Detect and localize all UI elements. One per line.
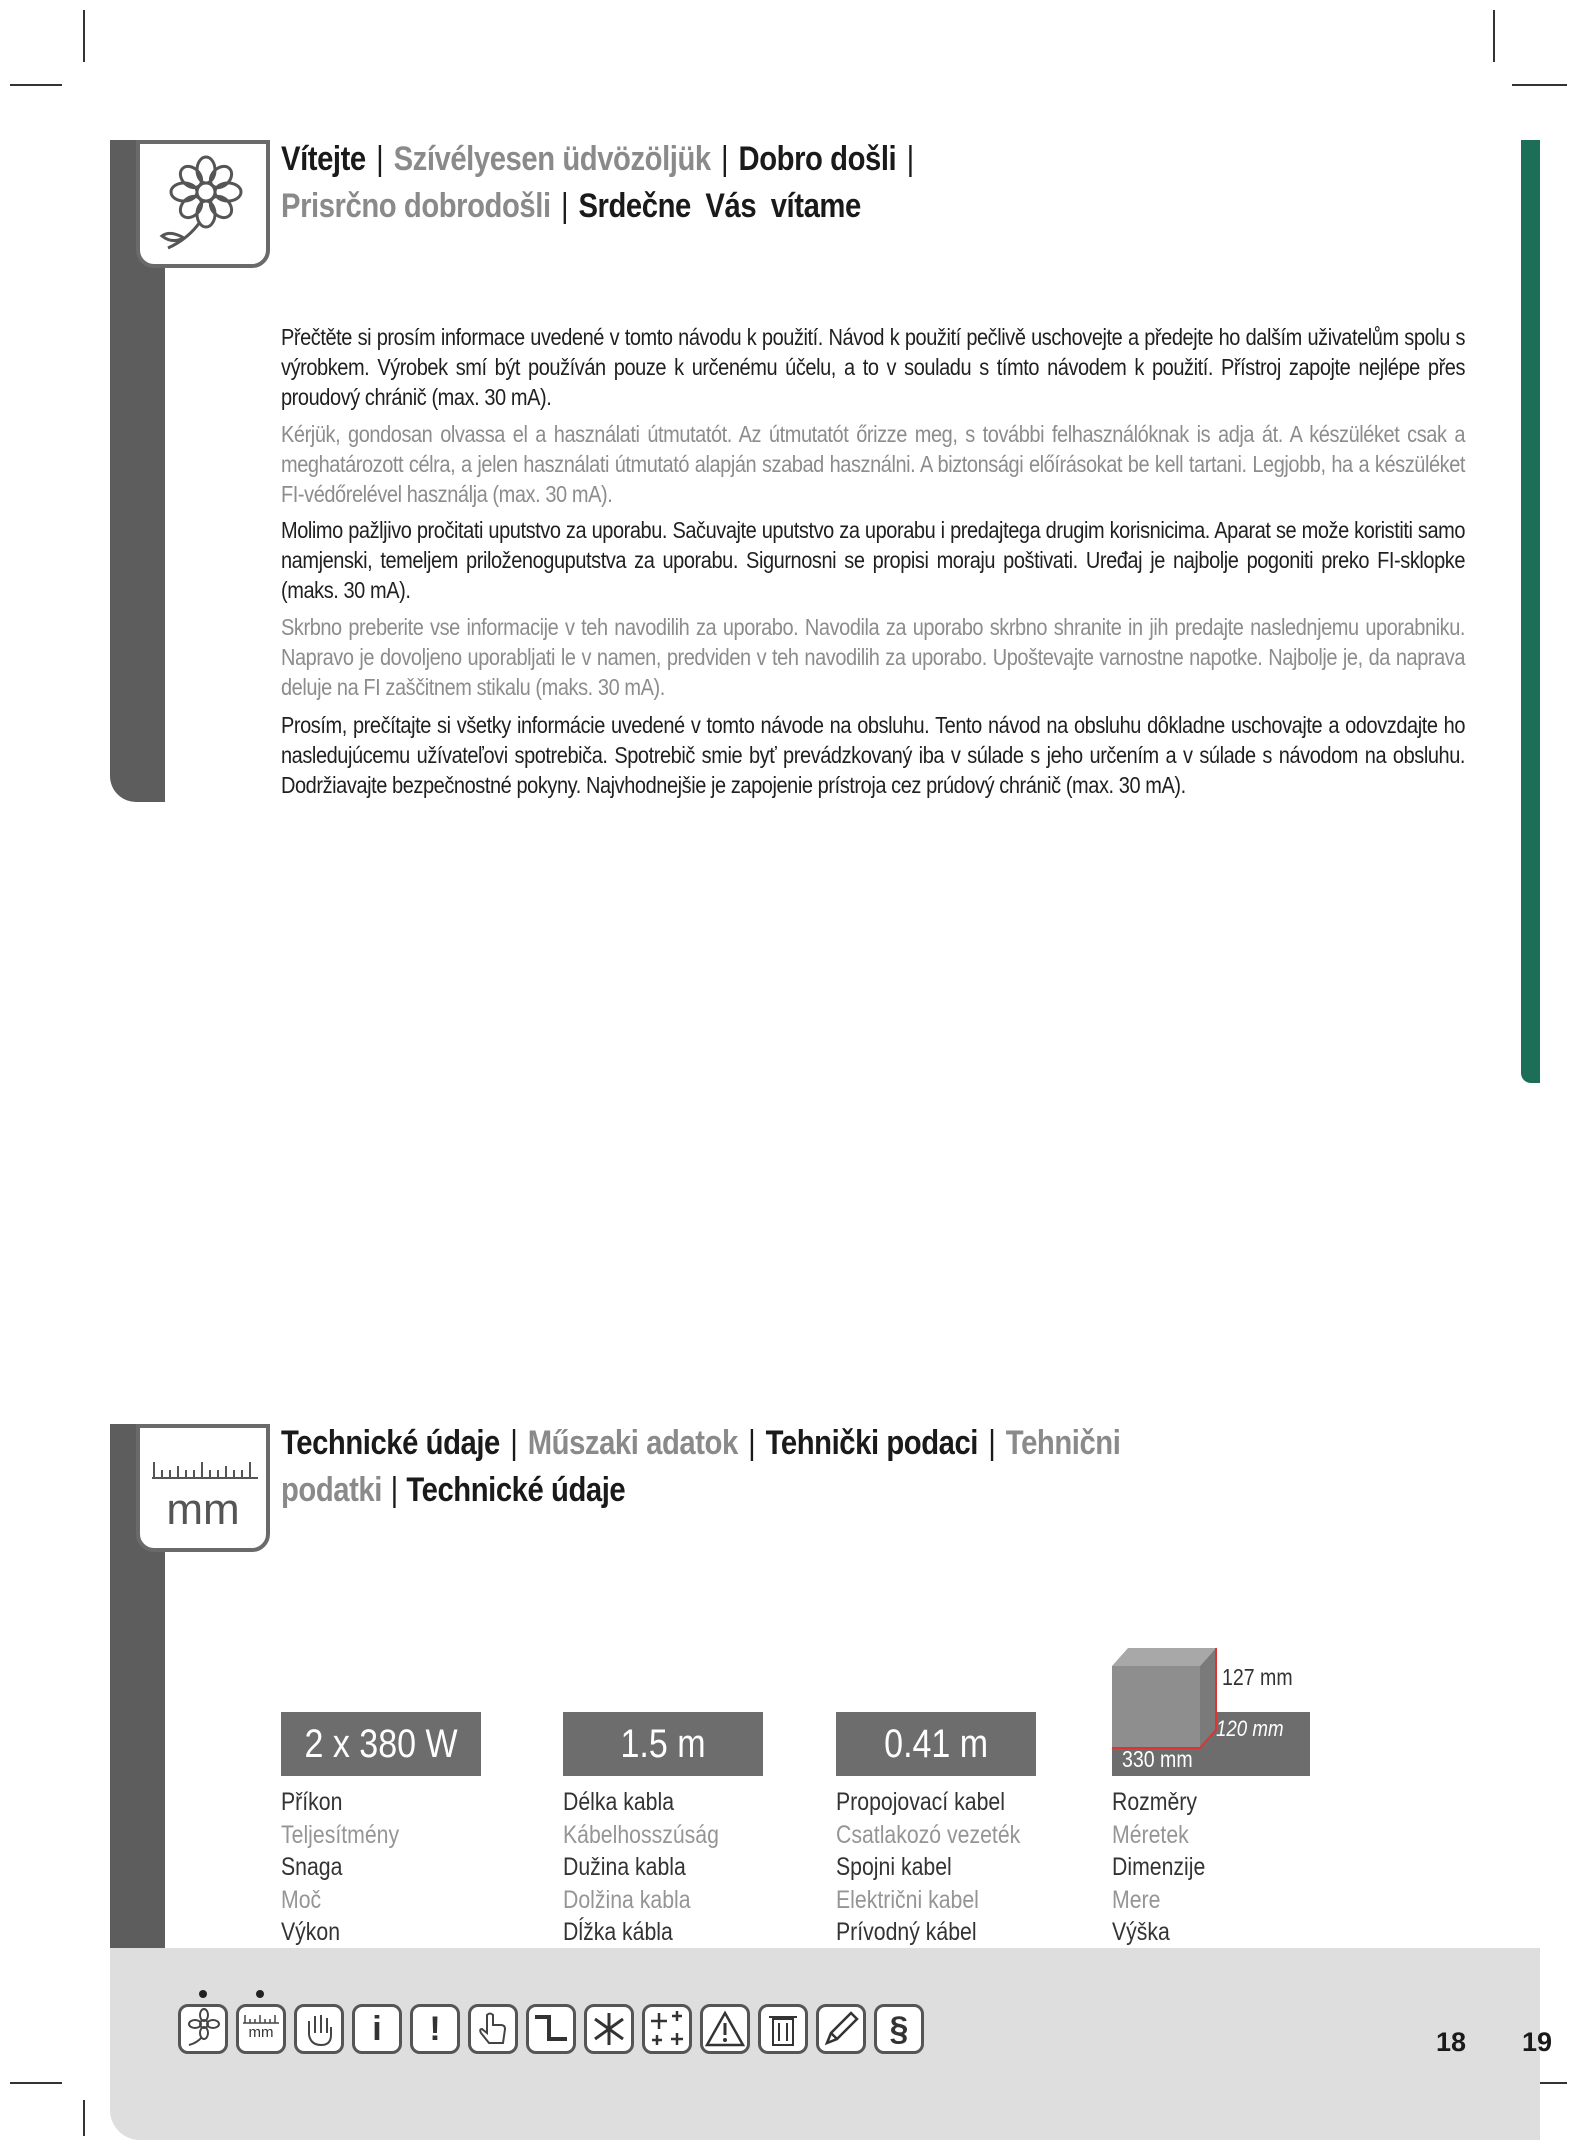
spec-cable-length-value bbox=[563, 1712, 763, 1776]
ruler-icon[interactable] bbox=[236, 2004, 286, 2054]
info-icon[interactable]: i bbox=[352, 2004, 402, 2054]
welcome-paragraph-hr: Molimo pažljivo pročitati uputstvo za uporabu. Sačuvajte uputstvo za uporabu i predajtega drugim korisnicima. Aparat se može koristiti samo namjenski, temeljem priloženoguputstva za uporabu. Sigurnosni se propisi moraju poštivati. Uređaj je najbolje pogoniti preko FI-sklopke (maks. 30 mA). bbox=[281, 517, 1466, 603]
welcome-icon-box bbox=[136, 140, 270, 268]
welcome-paragraph-si: Skrbno preberite vse informacije v teh navodilih za uporabo. Navodila za uporabo skrbno shranite in jih predajte naslednjemu uporabniku. Napravo je dovoljeno uporabljati le v namen, predviden v teh navodilih za uporabo. Upoštevajte varnostne napotke. Najbolje je, da naprava deluje na FI zaščitnem stikalu (maks. 30 mA). bbox=[281, 614, 1466, 700]
dimension-width: 330 mm bbox=[1122, 1746, 1193, 1772]
spec-label: Délka kabla bbox=[563, 1788, 675, 1816]
welcome-heading-line1 bbox=[281, 136, 1141, 183]
spec-label: Rozměry bbox=[1112, 1788, 1198, 1816]
mm-label: mm bbox=[166, 1485, 240, 1534]
crop-mark bbox=[10, 2082, 62, 2084]
heading-separator: | bbox=[390, 1471, 398, 1509]
heading-part: Prisrčno dobrodošli bbox=[281, 187, 551, 225]
welcome-paragraph-sk: Prosím, prečítajte si všetky informácie uvedené v tomto návode na obsluhu. Tento návod na obsluhu dôkladne uschovajte a odovzdajte ho nasledujúcemu užívateľovi spotrebiča. Spotrebič smie byť prevádzkovaný iba v súlade s jeho určením a v súlade s návodom na obsluhu. Dodržiavajte bezpečnostné pokyny. Najvhodnejšie je zapojenie prístroja cez prúdový chránič (max. 30 mA). bbox=[281, 712, 1466, 798]
heading-part: Technické údaje bbox=[406, 1471, 626, 1509]
heading-separator: | bbox=[721, 140, 729, 178]
dimension-depth: 120 mm bbox=[1216, 1716, 1284, 1741]
technical-heading-line1 bbox=[281, 1420, 1141, 1467]
spark-icon[interactable] bbox=[584, 2004, 634, 2054]
heading-separator: | bbox=[510, 1424, 518, 1462]
hazard-triangle-icon[interactable] bbox=[700, 2004, 750, 2054]
technical-heading bbox=[281, 1420, 1141, 1514]
warning-exclamation-icon[interactable]: ! bbox=[410, 2004, 460, 2054]
spec-label: Moč bbox=[281, 1885, 322, 1914]
technical-heading-line2 bbox=[281, 1467, 1141, 1514]
heading-part: Szívélyesen üdvözöljük bbox=[393, 140, 711, 178]
spec-label: Příkon bbox=[281, 1788, 343, 1816]
page-number-left: 18 bbox=[1436, 2027, 1467, 2057]
crop-mark bbox=[83, 10, 85, 62]
spec-label: Dimenzije bbox=[1112, 1853, 1206, 1881]
technical-icon-box bbox=[136, 1424, 270, 1552]
spec-connection-cable-value bbox=[836, 1712, 1036, 1776]
footer-mm-label: mm bbox=[248, 2024, 274, 2041]
assembly-icon[interactable] bbox=[642, 2004, 692, 2054]
heading-separator: | bbox=[560, 187, 569, 225]
spec-label: Kábelhosszúság bbox=[563, 1820, 719, 1849]
spec-label: Dolžina kabla bbox=[563, 1885, 691, 1914]
heading-part: podatki bbox=[281, 1471, 382, 1509]
spec-connection-cable-labels bbox=[836, 1786, 1053, 1949]
pen-icon[interactable] bbox=[816, 2004, 866, 2054]
spec-label: Spojni kabel bbox=[836, 1853, 952, 1881]
chapter-tab-bar bbox=[1521, 140, 1540, 1083]
heading-separator: | bbox=[748, 1424, 756, 1462]
crop-mark bbox=[1493, 10, 1495, 62]
spec-label: Dužina kabla bbox=[563, 1853, 686, 1881]
flower-icon[interactable] bbox=[178, 2004, 228, 2054]
spec-dimensions-graphic bbox=[1112, 1648, 1312, 1776]
spec-value-text: 1.5 m bbox=[620, 1722, 706, 1766]
ruler-icon bbox=[140, 1438, 266, 1488]
hand-pointer-icon[interactable] bbox=[468, 2004, 518, 2054]
heading-part: Dobro došli bbox=[738, 140, 897, 178]
welcome-heading-line2 bbox=[281, 183, 1141, 230]
heading-part: Technické údaje bbox=[281, 1424, 500, 1462]
heading-separator: | bbox=[376, 140, 384, 178]
heading-part: Vítejte bbox=[281, 140, 366, 178]
heading-separator: | bbox=[906, 140, 914, 178]
spec-label: Výkon bbox=[281, 1918, 341, 1946]
heading-part: Tehnički podaci bbox=[765, 1424, 978, 1462]
spec-label: Výška bbox=[1112, 1918, 1170, 1946]
welcome-paragraph-cz: Přečtěte si prosím informace uvedené v tomto návodu k použití. Návod k použití pečlivě uschovejte a předejte ho dalším uživatelům spolu s výrobkem. Výrobek smí být používán pouze k určenému účelu, a to v souladu s tímto návodem k použití. Přístroj zapojte nejlépe přes proudový chránič (max. 30 mA). bbox=[281, 324, 1466, 410]
heading-part: Srdečne Vás vítame bbox=[578, 187, 861, 225]
dimension-height: 127 mm bbox=[1222, 1664, 1293, 1690]
crop-mark bbox=[1512, 84, 1567, 86]
heading-part: Tehnični bbox=[1005, 1424, 1121, 1462]
connection-icon[interactable] bbox=[526, 2004, 576, 2054]
heading-part: Műszaki adatok bbox=[527, 1424, 738, 1462]
spec-label: Csatlakozó vezeték bbox=[836, 1820, 1021, 1849]
crop-mark bbox=[10, 84, 62, 86]
spec-power-value bbox=[281, 1712, 481, 1776]
paragraph-icon[interactable]: § bbox=[874, 2004, 924, 2054]
hand-icon[interactable] bbox=[294, 2004, 344, 2054]
page-number-right: 19 bbox=[1522, 2027, 1553, 2057]
spec-power-labels bbox=[281, 1786, 420, 1949]
spec-value-text: 0.41 m bbox=[884, 1722, 988, 1766]
spec-label: Dĺžka kábla bbox=[563, 1918, 673, 1946]
spec-label: Teljesítmény bbox=[281, 1820, 400, 1849]
heading-separator: | bbox=[988, 1424, 996, 1462]
spec-label: Mere bbox=[1112, 1885, 1161, 1914]
disposal-bin-icon[interactable] bbox=[758, 2004, 808, 2054]
flower-icon bbox=[140, 144, 266, 264]
nav-dot bbox=[256, 1990, 264, 1998]
spec-label: Električni kabel bbox=[836, 1885, 979, 1914]
spec-value-text: 2 x 380 W bbox=[304, 1722, 458, 1766]
spec-dimensions-labels bbox=[1112, 1786, 1222, 1949]
crop-mark bbox=[83, 2100, 85, 2136]
nav-dot bbox=[199, 1990, 207, 1998]
spec-label: Snaga bbox=[281, 1853, 343, 1881]
spec-label: Prívodný kábel bbox=[836, 1918, 977, 1946]
welcome-heading bbox=[281, 136, 1141, 230]
spec-label: Méretek bbox=[1112, 1820, 1189, 1849]
welcome-paragraph-hu: Kérjük, gondosan olvassa el a használati útmutatót. Az útmutatót őrizze meg, s további felhasználóknak is adja át. A készüléket csak a meghatározott célra, a jelen használati útmutató alapján szabad használni. A biztonsági előírásokat be kell tartani. Legjobb, ha a készüléket FI-védőrelével használja (max. 30 mA). bbox=[281, 421, 1466, 507]
spec-label: Propojovací kabel bbox=[836, 1788, 1005, 1816]
spec-cable-length-labels bbox=[563, 1786, 746, 1949]
